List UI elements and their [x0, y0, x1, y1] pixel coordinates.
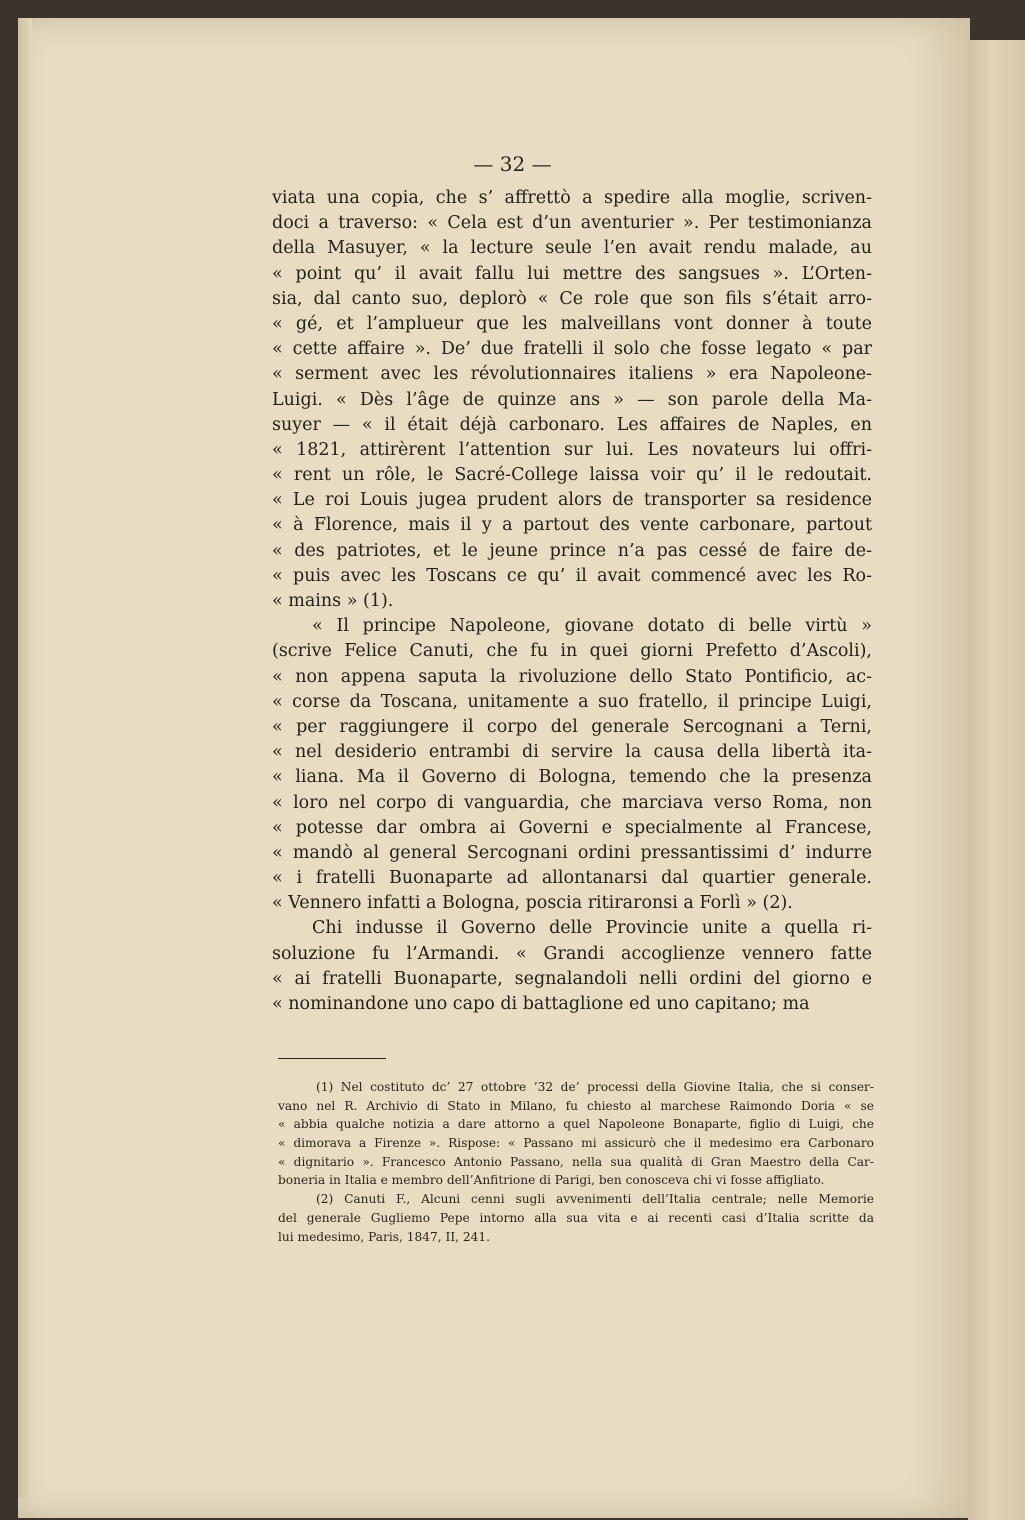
- footnote-line: (1) Nel costituto dc’ 27 ottobre ’32 de’ processi della Giovine Italia, che si conser-: [316, 1080, 874, 1094]
- text-line: « loro nel corpo di vanguardia, che marciava verso Roma, non: [272, 792, 872, 813]
- text-line: « potesse dar ombra ai Governi e specialmente al Francese,: [272, 817, 872, 838]
- text-line: « liana. Ma il Governo di Bologna, temendo che la presenza: [272, 767, 872, 788]
- text-line: « gé, et l’amplueur que les malveillans vont donner à toute: [272, 313, 872, 334]
- text-line: « mains » (1).: [272, 591, 394, 611]
- footnote-rule: [278, 1058, 386, 1059]
- facing-page-edge: [968, 40, 1025, 1520]
- text-line: « Vennero infatti a Bologna, poscia ritiraronsi a Forlì » (2).: [272, 893, 793, 914]
- footnote-line: « dignitario ». Francesco Antonio Passano, nella sua qualità di Gran Maestro della Car-: [278, 1154, 874, 1169]
- text-line: « i fratelli Buonaparte ad allontanarsi dal quartier generale.: [272, 868, 872, 889]
- text-line: Luigi. « Dès l’âge de quinze ans » — son parole della Ma-: [272, 389, 872, 410]
- text-line: soluzione fu l’Armandi. « Grandi accoglienze vennero fatte: [272, 943, 872, 964]
- body-text: [272, 186, 872, 1017]
- text-line: « puis avec les Toscans ce qu’ il avait commencé avec les Ro-: [272, 565, 872, 586]
- text-line: « mandò al general Sercognani ordini pressantissimi d’ indurre: [272, 842, 872, 863]
- text-line: « à Florence, mais il y a partout des vente carbonare, partout: [272, 515, 872, 536]
- footnote-line: vano nel R. Archivio di Stato in Milano, fu chiesto al marchese Raimondo Doria « se: [278, 1098, 874, 1113]
- text-line: « non appena saputa la rivoluzione dello Stato Pontificio, ac-: [272, 666, 872, 687]
- text-line: Chi indusse il Governo delle Provincie unite a quella ri-: [312, 918, 872, 939]
- footnote-line: « abbia qualche notizia a dare attorno a quel Napoleone Bonaparte, figlio di Luigi, che: [278, 1117, 874, 1132]
- text-line: « Il principe Napoleone, giovane dotato di belle virtù »: [312, 616, 872, 637]
- footnote-line: (2) Canuti F., Alcuni cenni sugli avvenimenti dell’Italia centrale; nelle Memorie: [316, 1192, 874, 1207]
- text-line: « Le roi Louis jugea prudent alors de transporter sa residence: [272, 490, 872, 511]
- text-line: viata una copia, che s’ affrettò a spedire alla moglie, scriven-: [272, 188, 872, 208]
- footnote-line: del generale Gugliemo Pepe intorno alla sua vita e ai recenti casi d’Italia scritte da: [278, 1210, 874, 1225]
- text-line: sia, dal canto suo, deplorò « Ce role que son fils s’était arro-: [272, 288, 872, 309]
- footnotes: [278, 1078, 874, 1246]
- text-line: suyer — « il était déjà carbonaro. Les affaires de Naples, en: [272, 414, 872, 435]
- text-line: doci a traverso: « Cela est d’un aventurier ». Per testimonianza: [272, 213, 872, 234]
- text-line: « nominandone uno capo di battaglione ed uno capitano; ma: [272, 994, 810, 1014]
- footnote-line: lui medesimo, Paris, 1847, II, 241.: [278, 1229, 491, 1244]
- page-edge: [18, 18, 32, 1498]
- page-number: — 32 —: [473, 152, 552, 176]
- footnote-line: « dimorava a Firenze ». Rispose: « Passano mi assicurò che il medesimo era Carbonaro: [278, 1136, 874, 1151]
- text-line: « ai fratelli Buonaparte, segnalandoli nelli ordini del giorno e: [272, 968, 872, 989]
- text-line: (scrive Felice Canuti, che fu in quei giorni Prefetto d’Ascoli),: [272, 641, 872, 662]
- text-line: « cette affaire ». De’ due fratelli il solo che fosse legato « par: [272, 339, 872, 360]
- text-line: « nel desiderio entrambi di servire la causa della libertà ita-: [272, 742, 872, 763]
- footnote-line: boneria in Italia e membro dell’Anfitrione di Parigi, ben conosceva chi vi fosse affigliato.: [278, 1173, 825, 1188]
- text-line: « point qu’ il avait fallu lui mettre des sangsues ». L’Orten-: [272, 263, 872, 284]
- text-line: « 1821, attirèrent l’attention sur lui. Les novateurs lui offri-: [272, 439, 872, 460]
- text-line: « des patriotes, et le jeune prince n’a pas cessé de faire de-: [272, 540, 872, 561]
- text-line: della Masuyer, « la lecture seule l’en avait rendu malade, au: [272, 238, 872, 259]
- text-line: « per raggiungere il corpo del generale Sercognani a Terni,: [272, 716, 872, 737]
- text-line: « corse da Toscana, unitamente a suo fratello, il principe Luigi,: [272, 691, 872, 712]
- text-line: « rent un rôle, le Sacré-College laissa voir qu’ il le redoutait.: [272, 465, 872, 486]
- text-line: « serment avec les révolutionnaires italiens » era Napoleone-: [272, 364, 872, 385]
